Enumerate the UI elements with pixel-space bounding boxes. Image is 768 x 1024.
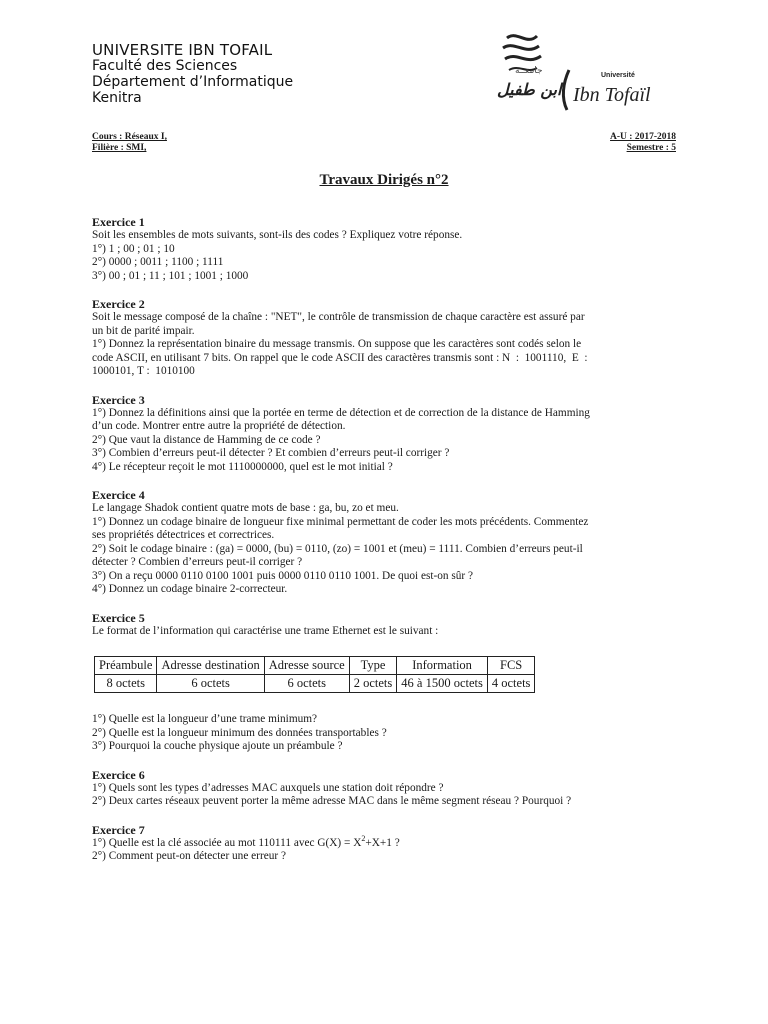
question-text: +X+1 ? bbox=[365, 836, 400, 849]
table-cell: 6 octets bbox=[264, 675, 349, 693]
logo-arabic-name: ابن طفيل bbox=[497, 80, 562, 99]
exercise-title: Exercice 2 bbox=[92, 297, 145, 311]
exercise-text: Soit le message composé de la chaîne : "NET", le contrôle de transmission de chaque caractère est assuré par bbox=[92, 311, 585, 323]
page-title: Travaux Dirigés n°2 bbox=[319, 172, 449, 188]
table-cell: 2 octets bbox=[349, 675, 397, 693]
exercise-5 bbox=[92, 611, 682, 754]
logo-arabic-label: جامعــة bbox=[515, 66, 543, 76]
exercise-title: Exercice 7 bbox=[92, 822, 145, 837]
question-line: 1°) 1 ; 00 ; 01 ; 10 bbox=[92, 242, 175, 255]
faculty-name: Faculté des Sciences bbox=[92, 58, 238, 74]
exercise-title: Exercice 6 bbox=[92, 767, 145, 782]
exercise-text: Soit les ensembles de mots suivants, sont-ils des codes ? Expliquez votre réponse. bbox=[92, 229, 463, 241]
university-header bbox=[92, 42, 293, 106]
question-line: 3°) Pourquoi la couche physique ajoute un préambule ? bbox=[92, 740, 343, 752]
table-header-cell: Préambule bbox=[95, 657, 157, 675]
question-line: 4°) Donnez un codage binaire 2-correcteur. bbox=[92, 583, 288, 595]
question-line: 3°) 00 ; 01 ; 11 ; 101 ; 1001 ; 1000 bbox=[92, 269, 249, 282]
table-header-row bbox=[95, 657, 535, 675]
exercise-text: Le langage Shadok contient quatre mots de base : ga, bu, zo et meu. bbox=[92, 502, 399, 514]
question-line: 2°) Deux cartes réseaux peuvent porter la même adresse MAC dans le même segment réseau ? Pourquoi ? bbox=[92, 795, 572, 807]
question-line: 2°) Quelle est la longueur minimum des données transportables ? bbox=[92, 726, 387, 739]
question-line: 1000101, T : 1010100 bbox=[92, 365, 195, 377]
exercise-list bbox=[92, 215, 682, 878]
filiere-label: Filière : SMI, bbox=[92, 143, 147, 153]
logo-latin-name: Ibn Tofaïl bbox=[573, 84, 651, 106]
logo-univ-label: Université bbox=[601, 72, 635, 79]
question-text: 1°) Quelle est la clé associée au mot 110111 avec G(X) = X bbox=[92, 836, 362, 849]
table-header-cell: Information bbox=[397, 657, 488, 675]
question-line bbox=[92, 833, 682, 851]
question-line: détecter ? Combien d’erreurs peut-il corriger ? bbox=[92, 556, 303, 568]
question-line: 1°) Donnez la définitions ainsi que la portée en terme de détection et de correction de la distance de Hamming bbox=[92, 406, 590, 419]
semester-label: Semestre : 5 bbox=[626, 143, 676, 153]
exercise-4 bbox=[92, 488, 682, 597]
question-line: 2°) Comment peut-on détecter une erreur ? bbox=[92, 850, 286, 862]
exercise-title: Exercice 1 bbox=[92, 215, 145, 229]
table-header-cell: FCS bbox=[487, 657, 535, 675]
city-name: Kenitra bbox=[92, 90, 142, 106]
question-line: ses propriétés détectrices et correctrices. bbox=[92, 529, 275, 541]
exercise-title: Exercice 5 bbox=[92, 610, 145, 625]
question-line: 4°) Le récepteur reçoit le mot 1110000000, quel est le mot initial ? bbox=[92, 460, 393, 473]
table-header-cell: Type bbox=[349, 657, 397, 675]
university-name: UNIVERSITE IBN TOFAIL bbox=[92, 41, 273, 59]
exponent: 2 bbox=[361, 833, 366, 843]
exercise-2 bbox=[92, 297, 682, 379]
exercise-3 bbox=[92, 393, 682, 475]
question-line: 1°) Donnez un codage binaire de longueur fixe minimal permettant de coder les mots précédents. Commentez bbox=[92, 515, 589, 528]
question-line: 1°) Quels sont les types d’adresses MAC auxquels une station doit répondre ? bbox=[92, 781, 444, 794]
question-line: 2°) Que vaut la distance de Hamming de ce code ? bbox=[92, 433, 321, 446]
table-cell: 4 octets bbox=[487, 675, 535, 693]
question-line: d’un code. Montrer entre autre la propriété de détection. bbox=[92, 420, 346, 432]
table-header-cell: Adresse destination bbox=[157, 657, 264, 675]
question-line: code ASCII, en utilisant 7 bits. On rappel que le code ASCII des caractères transmis sont : N : 1001110, E : bbox=[92, 351, 588, 364]
table-cell: 6 octets bbox=[157, 675, 264, 693]
exercise-text: Le format de l’information qui caractérise une trame Ethernet est le suivant : bbox=[92, 624, 439, 637]
exercise-title: Exercice 3 bbox=[92, 392, 145, 407]
exercise-7 bbox=[92, 823, 682, 864]
exercise-text: un bit de parité impair. bbox=[92, 324, 195, 337]
exercise-1 bbox=[92, 215, 682, 283]
question-line: 3°) Combien d’erreurs peut-il détecter ? Et combien d’erreurs peut-il corriger ? bbox=[92, 447, 450, 459]
ethernet-frame-table bbox=[94, 656, 535, 693]
university-logo bbox=[497, 28, 662, 112]
table-row bbox=[95, 675, 535, 693]
department-name: Département d’Informatique bbox=[92, 74, 294, 90]
question-line: 2°) Soit le codage binaire : (ga) = 0000, (bu) = 0110, (zo) = 1001 et (meu) = 1111. Combien d’erreurs peut-il bbox=[92, 542, 583, 555]
question-line: 1°) Quelle est la longueur d’une trame minimum? bbox=[92, 713, 318, 725]
table-cell: 46 à 1500 octets bbox=[397, 675, 488, 693]
course-label: Cours : Réseaux I, bbox=[92, 132, 167, 142]
table-header-cell: Adresse source bbox=[264, 657, 349, 675]
academic-year: A-U : 2017-2018 bbox=[610, 132, 676, 142]
exercise-title: Exercice 4 bbox=[92, 488, 145, 502]
year-meta bbox=[610, 132, 676, 154]
course-meta bbox=[92, 132, 167, 154]
table-cell: 8 octets bbox=[95, 675, 157, 693]
question-line: 2°) 0000 ; 0011 ; 1100 ; 1111 bbox=[92, 256, 224, 268]
exercise-6 bbox=[92, 768, 682, 809]
question-line: 3°) On a reçu 0000 0110 0100 1001 puis 0000 0110 0110 1001. De quoi est-on sûr ? bbox=[92, 569, 474, 582]
question-line: 1°) Donnez la représentation binaire du message transmis. On suppose que les caractères sont codés selon le bbox=[92, 338, 582, 350]
